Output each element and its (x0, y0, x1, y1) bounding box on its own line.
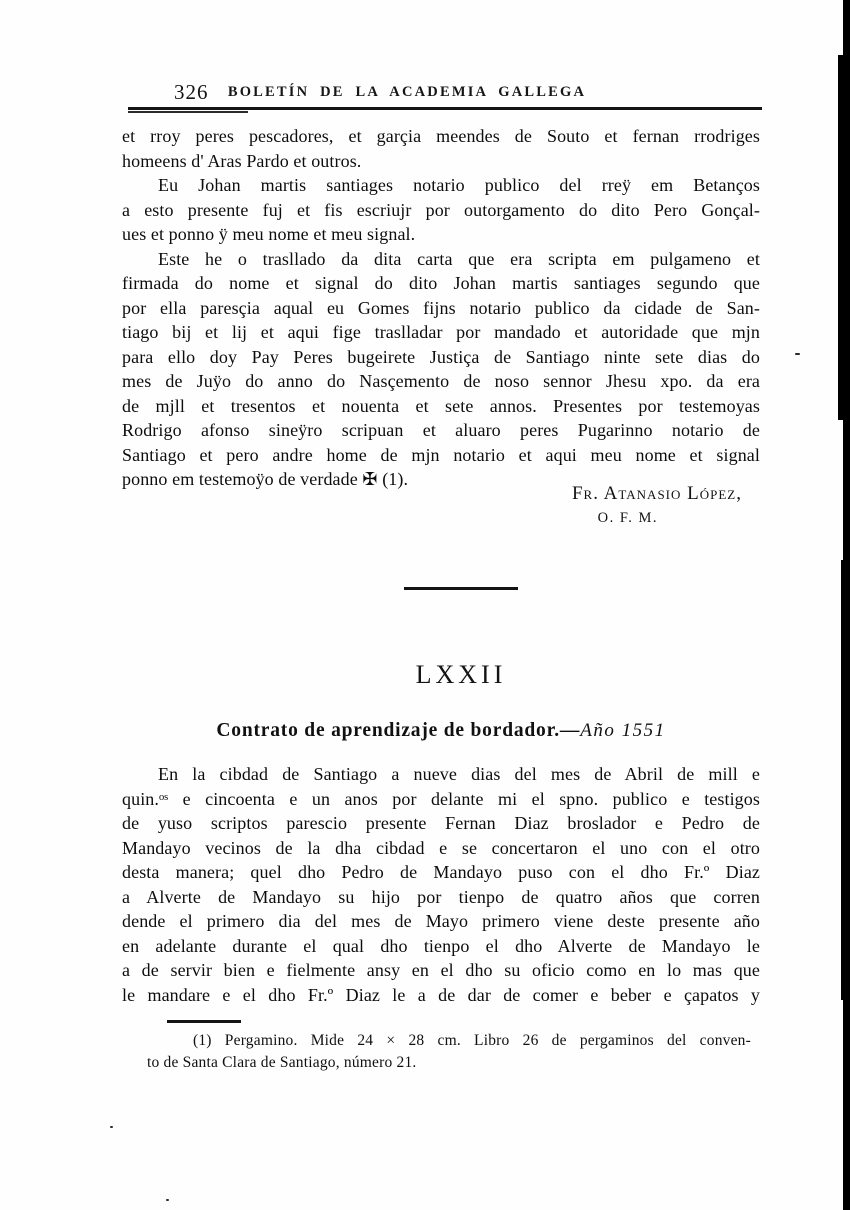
text-line: Mandayo vecinos de la dha cibdad e se concertaron el uno con el otro (122, 837, 760, 858)
footnote-line: (1) Pergamino. Mide 24 × 28 cm. Libro 26 de pergaminos del conven- (193, 1032, 751, 1049)
signature-order: O. F. M. (597, 510, 658, 526)
text-line: en adelante durante el qual dho tienpo el dho Alverte de Mandayo le (122, 935, 760, 956)
text-line: homeens d' Aras Pardo et outros. (122, 150, 362, 171)
paragraph-trasllado (122, 247, 760, 492)
text-line: para ello doy Pay Peres bugeirete Justiça de Santiago ninte sete dias do (122, 346, 760, 367)
scan-speck (166, 1199, 169, 1201)
section-title (122, 720, 760, 742)
text-line: Eu Johan martis santiages notario publico del rreÿ em Betanços (158, 175, 760, 195)
section-title-year: Año 1551 (580, 720, 666, 741)
text-line: a de servir bien e fielmente ansy en el dho su oficio como en lo mas que (122, 960, 760, 980)
text-line: tiago bij et lij et aqui fige traslladar por mandado et autoridade que mjn (122, 322, 760, 342)
text-line: ues et ponno ÿ meu nome et meu signal. (122, 224, 416, 244)
page-number: 326 (174, 80, 209, 104)
footnote-rule (167, 1020, 241, 1023)
scan-edge-strip (845, 1150, 850, 1210)
scan-edge-strip (841, 560, 850, 1000)
text-line: mes de Juÿo do anno do Nasçemento de noso sennor Jhesu xpo. da era (122, 371, 760, 391)
text-line: Santiago et pero andre home de mjn notario et aqui meu nome et signal (122, 444, 760, 465)
text-line: por ella paresçia aqual eu Gomes fijns notario publico da cidade de San- (122, 297, 760, 318)
paragraph-notary (122, 173, 760, 247)
text-line: dende el primero dia del mes de Mayo primero viene deste presente año (122, 911, 760, 931)
footnote-line: to de Santa Clara de Santiago, número 21. (147, 1054, 417, 1071)
footnote (147, 1030, 751, 1074)
paragraph-contract (122, 762, 760, 1007)
section-divider-rule (404, 587, 518, 590)
text-line: de yuso scriptos parescio presente Fernan Diaz broslador e Pedro de (122, 813, 760, 833)
section-number: LXXII (415, 660, 507, 689)
text-line: le mandare e el dho Fr.º Diaz le a de dar de comer e beber e çapatos y (122, 984, 760, 1005)
scan-speck (795, 353, 800, 355)
scan-speck (110, 1126, 113, 1128)
document-lxxi-text (122, 124, 760, 492)
text-line: de mjll et tresentos et nouenta et sete annos. Presentes por testemoyas (122, 395, 760, 416)
paragraph-continuation (122, 124, 760, 173)
signature-name: Fr. Atanasio López, (571, 483, 742, 504)
journal-title: BOLETÍN DE LA ACADEMIA GALLEGA (227, 84, 587, 100)
text-line: firmada do nome et signal do dito Johan martis santiages segundo que (122, 273, 760, 293)
scan-edge-strip (838, 55, 850, 420)
text-line: a esto presente fuj et fis escriujr por outorgamento do dito Pero Gonçal- (122, 199, 760, 220)
text-line: En la cibdad de Santiago a nueve dias del mes de Abril de mill e (158, 764, 760, 784)
section-title-main: Contrato de aprendizaje de bordador.— (216, 720, 581, 741)
text-line: ponno em testemoÿo de verdade ✠ (1). (122, 469, 409, 489)
text-line: a Alverte de Mandayo su hijo por tienpo de quatro años que corren (122, 886, 760, 907)
header-rule (128, 107, 762, 110)
header-rule-offset (128, 111, 248, 113)
text-line: Este he o trasllado da dita carta que era scripta em pulgameno et (158, 248, 760, 269)
text-line: Rodrigo afonso sineÿro scripuan et aluaro peres Pugarinno notario de (122, 420, 760, 440)
document-lxxii-text (122, 762, 760, 1007)
text-line: desta manera; quel dho Pedro de Mandayo puso con el dho Fr.º Diaz (122, 862, 760, 882)
text-line: et rroy peres pescadores, et garçia meendes de Souto et fernan rrodriges (122, 126, 760, 146)
text-line: quin.ᵒˢ e cincoenta e un anos por delante mi el spno. publico e testigos (122, 788, 760, 809)
page-header (122, 80, 762, 106)
